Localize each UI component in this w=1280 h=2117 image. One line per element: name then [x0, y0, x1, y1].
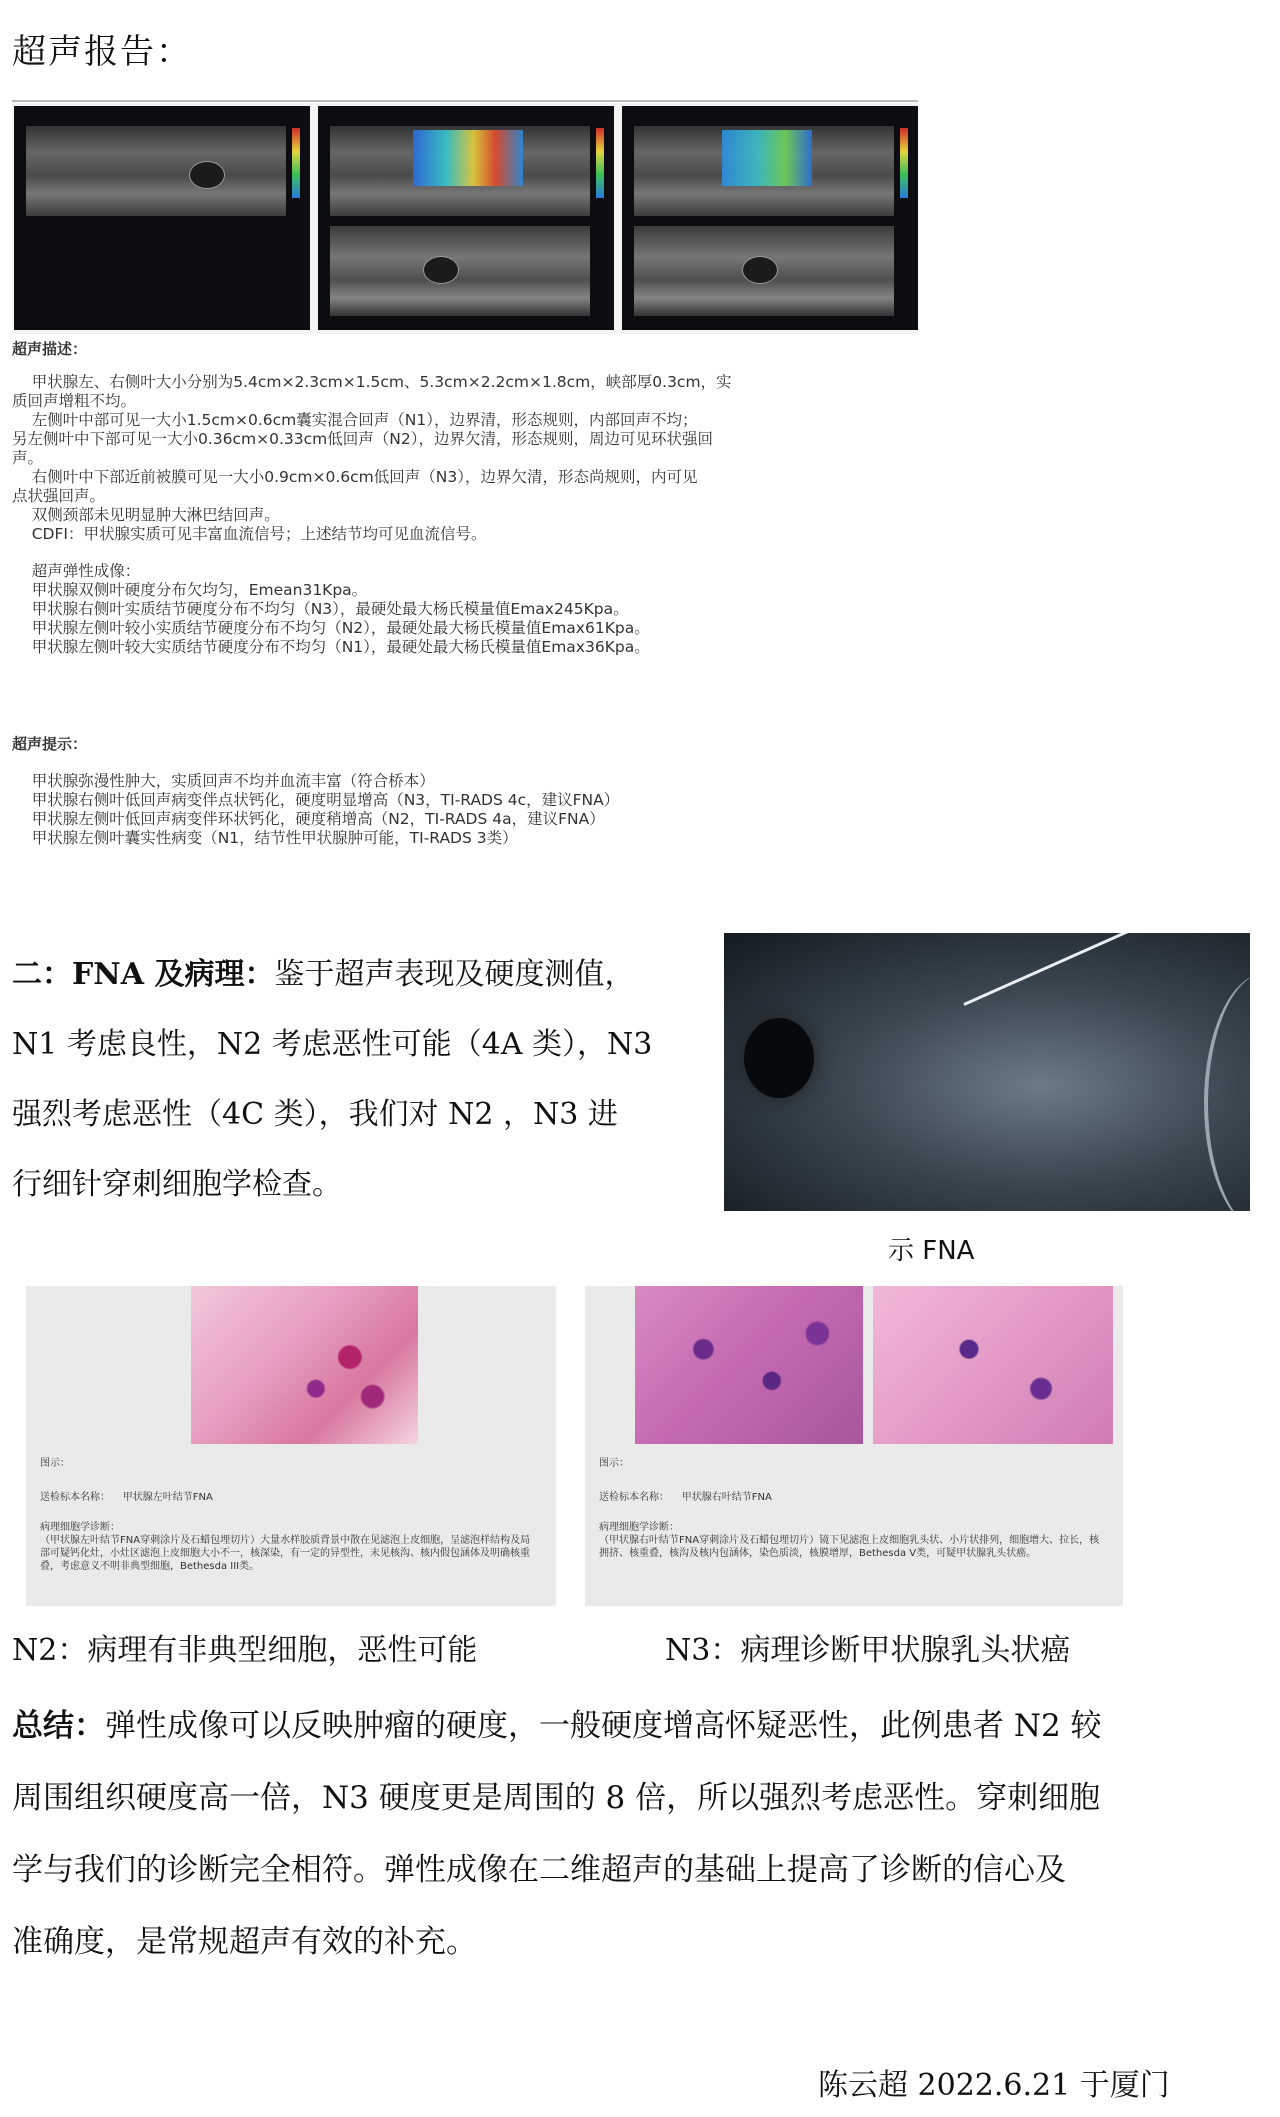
elasticity-colorbar	[900, 128, 908, 198]
fna-ultrasound-image	[724, 933, 1250, 1211]
report-hints	[12, 772, 912, 848]
summary-line: 准确度，是常规超声有效的补充。	[12, 1924, 477, 1960]
cystic-area	[744, 1018, 814, 1098]
ultrasound-image-strip	[12, 100, 918, 334]
figure-label: 图示：	[40, 1458, 70, 1469]
ultrasound-scan	[330, 226, 590, 316]
elasticity-colorbar	[292, 128, 300, 198]
summary-line: 学与我们的诊断完全相符。弹性成像在二维超声的基础上提高了诊断的信心及	[12, 1852, 1066, 1888]
fna-line: 二：FNA 及病理：鉴于超声表现及硬度测值，	[12, 957, 635, 992]
ultrasound-scan	[26, 126, 286, 216]
page-title: 超声报告：	[12, 32, 192, 72]
tissue-edge	[1204, 973, 1250, 1211]
report-line: 超声弹性成像：	[12, 562, 141, 580]
report-line: 左侧叶中部可见一大小1.5cm×0.6cm囊实混合回声（N1），边界清，形态规则，内部回声不均；	[12, 411, 698, 429]
diagnosis-label: 病理细胞学诊断：	[40, 1522, 120, 1533]
specimen-row: 送检标本名称： 甲状腺左叶结节FNA	[40, 1492, 213, 1503]
fna-line: N1 考虑良性，N2 考虑恶性可能（4A 类），N3	[12, 1027, 653, 1062]
elastography-overlay	[413, 130, 523, 186]
report-description	[12, 373, 912, 544]
report-line: 甲状腺左侧叶较小实质结节硬度分布不均匀（N2），最硬处最大杨氏模量值Emax61Kpa。	[12, 619, 650, 637]
fna-line: 行细针穿刺细胞学检查。	[12, 1167, 342, 1202]
report-line: 声。	[12, 449, 44, 467]
pathology-report-n2	[26, 1286, 556, 1606]
ultrasound-panel-3	[622, 106, 918, 330]
ultrasound-report	[12, 338, 912, 848]
pathology-caption-n3: N3：病理诊断甲状腺乳头状癌	[665, 1633, 1071, 1668]
report-hint-heading: 超声提示：	[12, 735, 88, 753]
report-line: 甲状腺双侧叶硬度分布欠均匀，Emean31Kpa。	[12, 581, 368, 599]
report-line: 质回声增粗不均。	[12, 392, 137, 410]
summary-paragraph	[12, 1690, 1272, 1978]
report-line: 右侧叶中下部近前被膜可见一大小0.9cm×0.6cm低回声（N3），边界欠清，形态尚规则，内可见	[12, 468, 698, 486]
report-line: 另左侧叶中下部可见一大小0.36cm×0.33cm低回声（N2），边界欠清，形态规则，周边可见环状强回	[12, 430, 713, 448]
nodule-marker	[423, 256, 459, 284]
pathology-micrograph	[635, 1286, 863, 1444]
pathology-report-n3	[585, 1286, 1123, 1606]
report-line: 甲状腺右侧叶低回声病变伴点状钙化，硬度明显增高（N3，TI-RADS 4c，建议FNA）	[12, 791, 620, 809]
diagnosis-label: 病理细胞学诊断：	[599, 1522, 679, 1533]
report-description-heading: 超声描述：	[12, 340, 88, 358]
summary-label: 总结：	[12, 1708, 105, 1744]
nodule-marker	[742, 256, 778, 284]
nodule-marker	[189, 161, 225, 189]
fna-section-text	[12, 940, 712, 1220]
summary-line: 总结：弹性成像可以反映肿瘤的硬度，一般硬度增高怀疑恶性，此例患者 N2 较	[12, 1708, 1102, 1744]
report-line: 甲状腺左侧叶低回声病变伴环状钙化，硬度稍增高（N2，TI-RADS 4a，建议FNA）	[12, 810, 605, 828]
pathology-micrograph	[191, 1286, 418, 1444]
report-line: 甲状腺左、右侧叶大小分别为5.4cm×2.3cm×1.5cm、5.3cm×2.2cm×1.8cm，峡部厚0.3cm，实	[12, 373, 732, 391]
diagnosis-text: （甲状腺左叶结节FNA穿刺涂片及石蜡包埋切片）大量水样胶质背景中散在见滤泡上皮细胞，呈滤泡样结构及局部可疑钙化灶，小灶区滤泡上皮细胞大小不一，核深染，有一定的异型性，未见核沟、核内假包涵体及明确核重叠，考虑意义不明非典型细胞，Bethesda III类。	[40, 1535, 531, 1572]
summary-line: 周围组织硬度高一倍，N3 硬度更是周围的 8 倍，所以强烈考虑恶性。穿刺细胞	[12, 1780, 1101, 1816]
diagnosis-text: （甲状腺右叶结节FNA穿刺涂片及石蜡包埋切片）镜下见滤泡上皮细胞乳头状、小片状排列，细胞增大、拉长，核拥挤、核重叠，核沟及核内包涵体，染色质淡，核膜增厚，Bethesda V类，可疑甲状腺乳头状癌。	[599, 1535, 1100, 1559]
report-elastography	[12, 562, 912, 657]
figure-label: 图示：	[599, 1458, 629, 1469]
fna-line: 强烈考虑恶性（4C 类），我们对 N2 ，N3 进	[12, 1097, 618, 1132]
fna-image-caption: 示 FNA	[888, 1236, 975, 1266]
report-line: 甲状腺左侧叶囊实性病变（N1，结节性甲状腺肿可能，TI-RADS 3类）	[12, 829, 518, 847]
ultrasound-panel-1	[14, 106, 310, 330]
elastography-overlay	[722, 130, 812, 186]
needle-line	[963, 933, 1238, 1006]
elasticity-colorbar	[596, 128, 604, 198]
specimen-row: 送检标本名称： 甲状腺右叶结节FNA	[599, 1492, 772, 1503]
report-line: 甲状腺弥漫性肿大，实质回声不均并血流丰富（符合桥本）	[12, 772, 435, 790]
pathology-caption-n2: N2：病理有非典型细胞，恶性可能	[12, 1633, 478, 1668]
report-line: 点状强回声。	[12, 487, 106, 505]
fna-heading: 二：FNA 及病理：	[12, 957, 275, 992]
signature: 陈云超 2022.6.21 于厦门	[818, 2068, 1170, 2103]
report-line: CDFI：甲状腺实质可见丰富血流信号；上述结节均可见血流信号。	[12, 525, 487, 543]
report-line: 双侧颈部未见明显肿大淋巴结回声。	[12, 506, 280, 524]
report-line: 甲状腺右侧叶实质结节硬度分布不均匀（N3），最硬处最大杨氏模量值Emax245Kpa。	[12, 600, 629, 618]
pathology-micrograph	[873, 1286, 1113, 1444]
ultrasound-panel-2	[318, 106, 614, 330]
report-line: 甲状腺左侧叶较大实质结节硬度分布不均匀（N1），最硬处最大杨氏模量值Emax36Kpa。	[12, 638, 650, 656]
